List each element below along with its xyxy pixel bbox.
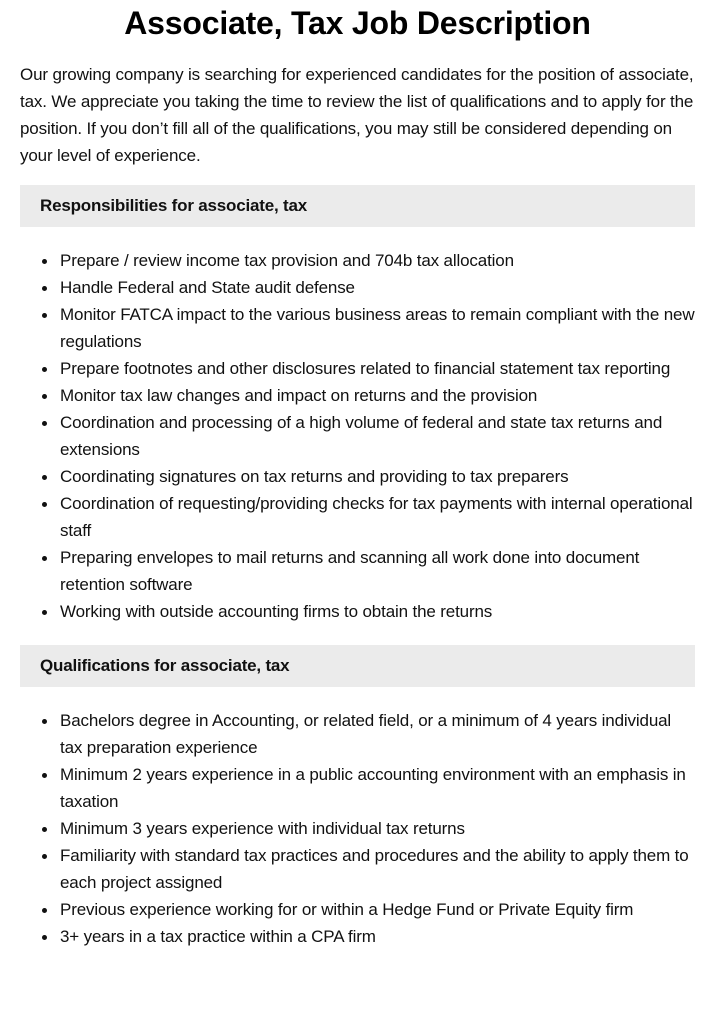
- responsibilities-list: [20, 247, 695, 625]
- list-item: Previous experience working for or within a Hedge Fund or Private Equity firm: [60, 896, 695, 923]
- qualifications-list: [20, 707, 695, 950]
- list-item: Handle Federal and State audit defense: [60, 274, 695, 301]
- responsibilities-heading: Responsibilities for associate, tax: [20, 185, 695, 227]
- intro-paragraph: Our growing company is searching for experienced candidates for the position of associate, tax. We appreciate you taking the time to review the list of qualifications and to apply for the position. If you don’t fill all of the qualifications, you may still be considered depending on your level of experience.: [20, 65, 694, 165]
- list-item: Working with outside accounting firms to obtain the returns: [60, 598, 695, 625]
- list-item: Preparing envelopes to mail returns and scanning all work done into document retention software: [60, 544, 695, 598]
- list-item: Coordination of requesting/providing checks for tax payments with internal operational staff: [60, 490, 695, 544]
- list-item: Prepare / review income tax provision and 704b tax allocation: [60, 247, 695, 274]
- list-item: Familiarity with standard tax practices and procedures and the ability to apply them to each project assigned: [60, 842, 695, 896]
- list-item: Coordinating signatures on tax returns and providing to tax preparers: [60, 463, 695, 490]
- list-item: 3+ years in a tax practice within a CPA firm: [60, 923, 695, 950]
- list-item: Minimum 3 years experience with individual tax returns: [60, 815, 695, 842]
- list-item: Bachelors degree in Accounting, or related field, or a minimum of 4 years individual tax preparation experience: [60, 707, 695, 761]
- list-item: Coordination and processing of a high volume of federal and state tax returns and extensions: [60, 409, 695, 463]
- list-item: Monitor FATCA impact to the various business areas to remain compliant with the new regulations: [60, 301, 695, 355]
- page-title: Associate, Tax Job Description: [124, 5, 591, 41]
- list-item: Minimum 2 years experience in a public accounting environment with an emphasis in taxation: [60, 761, 695, 815]
- list-item: Prepare footnotes and other disclosures related to financial statement tax reporting: [60, 355, 695, 382]
- list-item: Monitor tax law changes and impact on returns and the provision: [60, 382, 695, 409]
- qualifications-heading: Qualifications for associate, tax: [20, 645, 695, 687]
